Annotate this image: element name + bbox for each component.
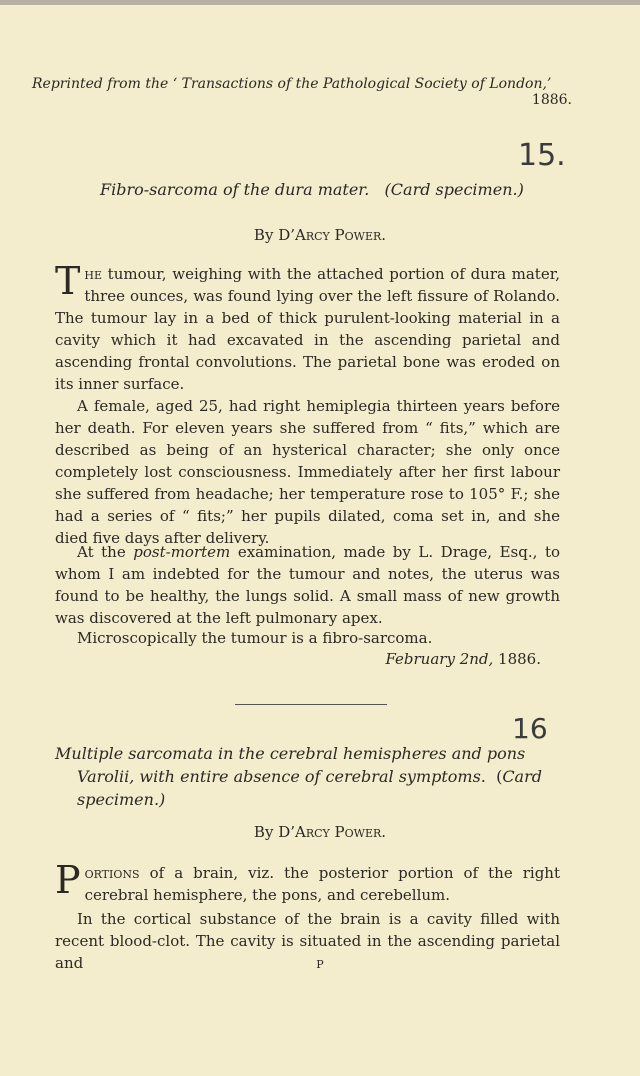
- article1-paragraph-1: The tumour, weighing with the attached portion of dura mater, three ounces, was found lying over the left fissure of Rolando. The tumour lay in a bed of thick purulent-looking material in a cavity which it had excavated in the ascending parietal and ascending frontal convolutions. The parietal bone was eroded on its inner surface.: [55, 259, 560, 393]
- article1-title: Fibro-sarcoma of the dura mater. (Card specimen.): [100, 180, 524, 199]
- handwritten-number-16: 16: [512, 712, 548, 745]
- article2-author: D’Arcy Power.: [278, 823, 387, 841]
- dropcap-t: T: [55, 259, 81, 303]
- handwritten-number-15: 15.: [518, 138, 566, 173]
- article2-paragraph-1: Portions of a brain, viz. the posterior portion of the right cerebral hemisphere, the pons, and cerebellum.: [55, 858, 560, 904]
- article2-byline: By D’Arcy Power.: [253, 823, 387, 841]
- reprint-year: 1886.: [531, 92, 572, 108]
- article2-title: Multiple sarcomata in the cerebral hemispheres and pons Varolii, with entire absence of cerebral symptoms. (Card specimen.): [55, 744, 542, 809]
- reprint-source: Reprinted from the ‘ Transactions of the Pathological Society of London,’: [32, 76, 552, 92]
- article1-specimen: (Card specimen.): [384, 180, 524, 199]
- page-signature: P: [316, 958, 324, 971]
- article1-byline: By D’Arcy Power.: [253, 226, 387, 244]
- article1-author: D’Arcy Power.: [278, 226, 387, 244]
- scan-top-edge: [0, 0, 640, 5]
- article1-paragraph-3: At the post-mortem examination, made by L. Drage, Esq., to whom I am indebted for the tumour and notes, the uterus was found to be healthy, the lungs solid. A small mass of new growth was discovered at the left pulmonary apex.: [55, 543, 561, 627]
- reprint-header: [32, 76, 572, 108]
- article1-paragraph-2: A female, aged 25, had right hemiplegia thirteen years before her death. For eleven years she suffered from “ fits,” which are described as being of an hysterical character; she only once completely lost consciousness. Immediately after her first labour she suffered from headache; her temperature rose to 105° F.; she had a series of “ fits;” her pupils dilated, coma set in, and she died five days after delivery.: [55, 397, 560, 547]
- article1-paragraph-4: Microscopically the tumour is a fibro-sarcoma.: [77, 629, 433, 647]
- article1-date: February 2nd, 1886.: [385, 650, 541, 668]
- section-divider: [235, 704, 387, 705]
- dropcap-p: P: [55, 858, 81, 902]
- article2-paragraph-2: In the cortical substance of the brain is a cavity filled with recent blood-clot. The cavity is situated in the ascending parietal and: [55, 910, 560, 972]
